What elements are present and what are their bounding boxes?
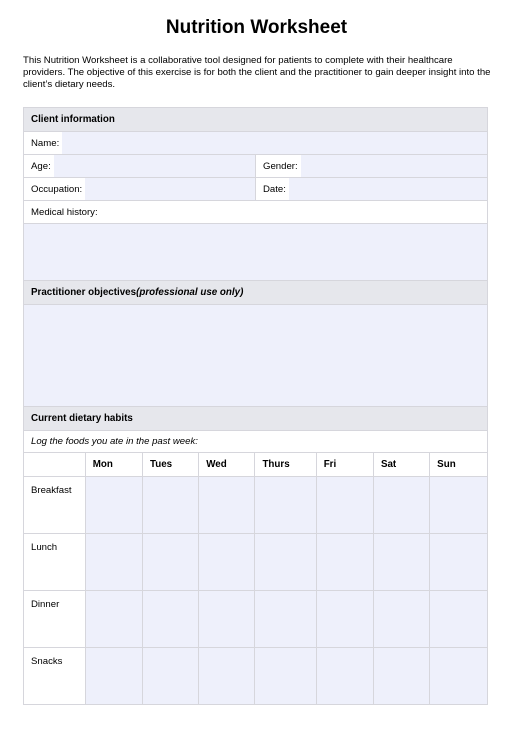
corner-cell — [24, 453, 85, 476]
dietary-habits-heading — [24, 407, 487, 431]
occupation-date-row — [24, 178, 487, 201]
snacks-fri-cell[interactable] — [316, 647, 373, 704]
intro-paragraph: This Nutrition Worksheet is a collaborative tool designed for patients to complete with their healthcare providers. The objective of this exercise is for both the client and the practitioner to gain deeper insight into the client’s dietary needs. — [23, 55, 491, 90]
snacks-thurs-cell[interactable] — [255, 647, 316, 704]
medical-history-input[interactable] — [24, 224, 487, 281]
occupation-field[interactable] — [24, 178, 256, 200]
day-header-tues: Tues — [142, 453, 198, 476]
snacks-tues-cell[interactable] — [142, 647, 198, 704]
breakfast-tues-cell[interactable] — [142, 476, 198, 533]
day-header-sun: Sun — [430, 453, 487, 476]
day-header-row — [24, 453, 487, 476]
practitioner-heading — [24, 281, 487, 305]
day-header-wed: Wed — [199, 453, 255, 476]
name-label: Name: — [24, 132, 62, 154]
name-row — [24, 132, 487, 155]
breakfast-sat-cell[interactable] — [373, 476, 429, 533]
gender-input[interactable] — [301, 155, 487, 177]
lunch-fri-cell[interactable] — [316, 533, 373, 590]
meal-log-table-wrap — [24, 453, 487, 704]
age-field[interactable] — [24, 155, 256, 177]
breakfast-thurs-cell[interactable] — [255, 476, 316, 533]
dietary-habits-heading-text: Current dietary habits — [31, 413, 133, 424]
occupation-label: Occupation: — [24, 178, 85, 200]
dinner-sun-cell[interactable] — [430, 590, 487, 647]
lunch-wed-cell[interactable] — [199, 533, 255, 590]
lunch-thurs-cell[interactable] — [255, 533, 316, 590]
log-instruction-row — [24, 431, 487, 453]
medical-history-label: Medical history: — [31, 206, 98, 218]
practitioner-heading-note: (professional use only) — [136, 287, 244, 298]
page-title: Nutrition Worksheet — [165, 17, 348, 38]
medical-history-label-row — [24, 201, 487, 224]
dinner-mon-cell[interactable] — [85, 590, 142, 647]
dinner-tues-cell[interactable] — [142, 590, 198, 647]
occupation-input[interactable] — [85, 178, 255, 200]
name-input[interactable] — [62, 132, 487, 154]
day-header-mon: Mon — [85, 453, 142, 476]
log-instruction: Log the foods you ate in the past week: — [31, 436, 198, 447]
meal-label-dinner: Dinner — [24, 590, 85, 647]
meal-log-table — [24, 453, 487, 704]
dinner-wed-cell[interactable] — [199, 590, 255, 647]
date-field[interactable] — [256, 178, 487, 200]
date-label: Date: — [256, 178, 289, 200]
breakfast-fri-cell[interactable] — [316, 476, 373, 533]
breakfast-sun-cell[interactable] — [430, 476, 487, 533]
gender-field[interactable] — [256, 155, 487, 177]
breakfast-wed-cell[interactable] — [199, 476, 255, 533]
day-header-sat: Sat — [373, 453, 429, 476]
gender-label: Gender: — [256, 155, 301, 177]
practitioner-objectives-input[interactable] — [24, 305, 487, 407]
dinner-row — [24, 590, 487, 647]
snacks-mon-cell[interactable] — [85, 647, 142, 704]
snacks-sun-cell[interactable] — [430, 647, 487, 704]
worksheet-form — [23, 107, 488, 705]
client-info-heading — [24, 108, 487, 132]
age-gender-row — [24, 155, 487, 178]
practitioner-heading-text: Practitioner objectives — [31, 287, 137, 298]
lunch-tues-cell[interactable] — [142, 533, 198, 590]
meal-label-lunch: Lunch — [24, 533, 85, 590]
age-input[interactable] — [54, 155, 255, 177]
snacks-wed-cell[interactable] — [199, 647, 255, 704]
meal-label-snacks: Snacks — [24, 647, 85, 704]
age-label: Age: — [24, 155, 54, 177]
lunch-sun-cell[interactable] — [430, 533, 487, 590]
dinner-sat-cell[interactable] — [373, 590, 429, 647]
lunch-row — [24, 533, 487, 590]
client-info-heading-text: Client information — [31, 114, 115, 125]
lunch-sat-cell[interactable] — [373, 533, 429, 590]
snacks-row — [24, 647, 487, 704]
day-header-fri: Fri — [316, 453, 373, 476]
breakfast-row — [24, 476, 487, 533]
snacks-sat-cell[interactable] — [373, 647, 429, 704]
dinner-fri-cell[interactable] — [316, 590, 373, 647]
name-field[interactable] — [24, 132, 487, 154]
lunch-mon-cell[interactable] — [85, 533, 142, 590]
dinner-thurs-cell[interactable] — [255, 590, 316, 647]
day-header-thurs: Thurs — [255, 453, 316, 476]
meal-label-breakfast: Breakfast — [24, 476, 85, 533]
breakfast-mon-cell[interactable] — [85, 476, 142, 533]
date-input[interactable] — [289, 178, 487, 200]
